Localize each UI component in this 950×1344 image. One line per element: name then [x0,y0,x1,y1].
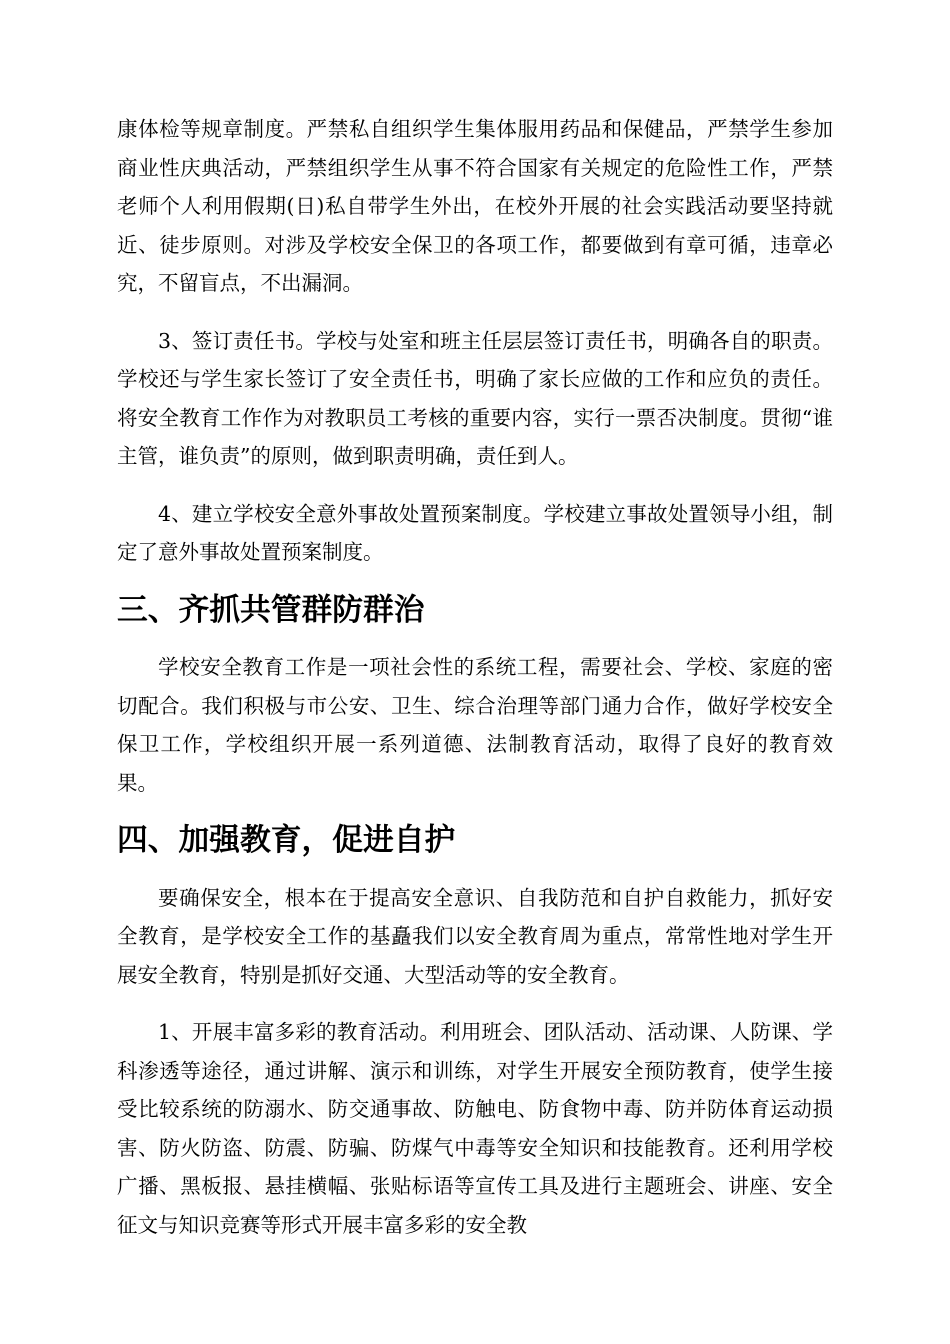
paragraph-accident-plan: 4、建立学校安全意外事故处置预案制度。学校建立事故处置领导小组，制定了意外事故处置预案制度。 [117,501,833,564]
paragraph-safety-awareness: 要确保安全，根本在于提高安全意识、自我防范和自护自救能力，抓好安全教育，是学校安全工作的基矗我们以安全教育周为重点，常常性地对学生开展安全教育，特别是抓好交通、大型活动等的安全教育。 [117,885,833,987]
paragraph-education-activities: 1、开展丰富多彩的教育活动。利用班会、团队活动、活动课、人防课、学科渗透等途径，通过讲解、演示和训练，对学生开展安全预防教育，使学生接受比较系统的防溺水、防交通事故、防触电、防食物中毒、防并防体育运动损害、防火防盗、防震、防骗、防煤气中毒等安全知识和技能教育。还利用学校广播、黑板报、悬挂横幅、张贴标语等宣传工具及进行主题班会、讲座、安全征文与知识竞赛等形式开展丰富多彩的安全教 [117,1020,833,1237]
document-page [117,110,833,1263]
paragraph-sign-responsibility: 3、签订责任书。学校与处室和班主任层层签订责任书，明确各自的职责。学校还与学生家长签订了安全责任书，明确了家长应做的工作和应负的责任。将安全教育工作作为对教职员工考核的重要内容，实行一票否决制度。贯彻“谁主管，谁负责”的原则，做到职责明确，责任到人。 [117,328,833,468]
paragraph-social-cooperation: 学校安全教育工作是一项社会性的系统工程，需要社会、学校、家庭的密切配合。我们积极与市公安、卫生、综合治理等部门通力合作，做好学校安全保卫工作，学校组织开展一系列道德、法制教育活动，取得了良好的教育效果。 [117,655,833,795]
paragraph-regulations-continued: 康体检等规章制度。严禁私自组织学生集体服用药品和保健品，严禁学生参加商业性庆典活动，严禁组织学生从事不符合国家有关规定的危险性工作，严禁老师个人利用假期(日)私自带学生外出，在校外开展的社会实践活动要坚持就近、徒步原则。对涉及学校安全保卫的各项工作，都要做到有章可循，违章必究，不留盲点，不出漏洞。 [117,117,833,295]
section-heading-joint-management: 三、齐抓共管群防群治 [117,591,425,628]
section-heading-strengthen-education: 四、加强教育，促进自护 [117,822,456,858]
